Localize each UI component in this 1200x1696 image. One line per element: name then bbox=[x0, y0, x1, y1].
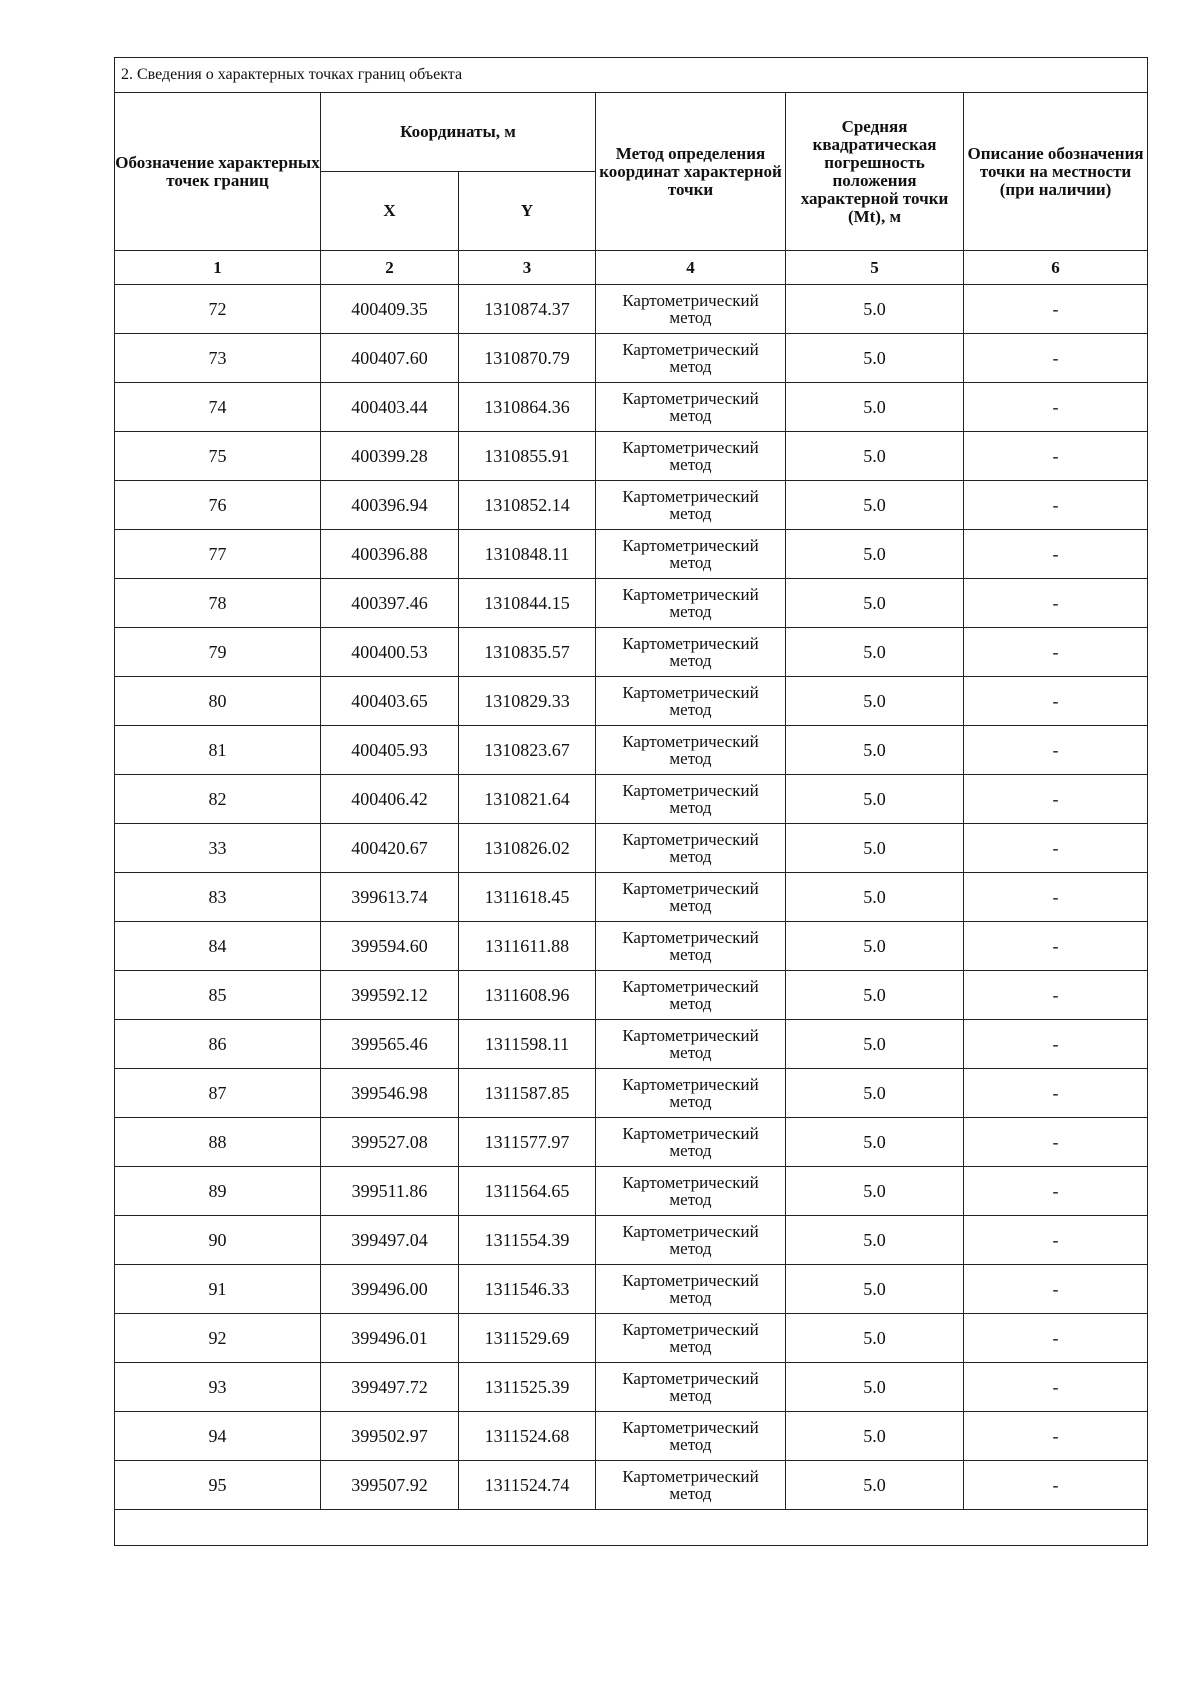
table-row bbox=[115, 1020, 1148, 1069]
method-text-line2: метод bbox=[669, 1386, 712, 1405]
coordinate-x: 400396.88 bbox=[321, 530, 459, 579]
description-value: - bbox=[964, 383, 1148, 432]
method-cell bbox=[596, 726, 786, 775]
table-row bbox=[115, 1314, 1148, 1363]
coordinate-x: 399502.97 bbox=[321, 1412, 459, 1461]
accuracy-value: 5.0 bbox=[786, 285, 964, 334]
method-text-line2: метод bbox=[669, 749, 712, 768]
point-number: 33 bbox=[115, 824, 321, 873]
section-title: 2. Сведения о характерных точках границ объекта bbox=[115, 58, 1148, 93]
description-value: - bbox=[964, 1265, 1148, 1314]
method-cell bbox=[596, 1461, 786, 1510]
accuracy-value: 5.0 bbox=[786, 628, 964, 677]
point-number: 85 bbox=[115, 971, 321, 1020]
method-text-line1: Картометрический bbox=[622, 732, 759, 751]
method-cell bbox=[596, 334, 786, 383]
point-number: 80 bbox=[115, 677, 321, 726]
coordinate-x: 399592.12 bbox=[321, 971, 459, 1020]
method-text-line1: Картометрический bbox=[622, 683, 759, 702]
method-text-line2: метод bbox=[669, 1190, 712, 1209]
table-row bbox=[115, 1363, 1148, 1412]
table-row bbox=[115, 1069, 1148, 1118]
method-text-line1: Картометрический bbox=[622, 291, 759, 310]
description-value: - bbox=[964, 726, 1148, 775]
accuracy-value: 5.0 bbox=[786, 1363, 964, 1412]
coordinate-y: 1311554.39 bbox=[459, 1216, 596, 1265]
coordinate-y: 1310864.36 bbox=[459, 383, 596, 432]
coordinate-y: 1311546.33 bbox=[459, 1265, 596, 1314]
method-text-line2: метод bbox=[669, 1435, 712, 1454]
accuracy-value: 5.0 bbox=[786, 1412, 964, 1461]
description-value: - bbox=[964, 1167, 1148, 1216]
point-number: 94 bbox=[115, 1412, 321, 1461]
table-row bbox=[115, 1216, 1148, 1265]
method-cell bbox=[596, 383, 786, 432]
description-value: - bbox=[964, 530, 1148, 579]
point-number: 92 bbox=[115, 1314, 321, 1363]
description-value: - bbox=[964, 285, 1148, 334]
table-row bbox=[115, 775, 1148, 824]
method-cell bbox=[596, 285, 786, 334]
description-value: - bbox=[964, 775, 1148, 824]
description-value: - bbox=[964, 1020, 1148, 1069]
accuracy-value: 5.0 bbox=[786, 873, 964, 922]
coordinate-x: 399507.92 bbox=[321, 1461, 459, 1510]
method-text-line1: Картометрический bbox=[622, 1271, 759, 1290]
table-row bbox=[115, 628, 1148, 677]
method-text-line2: метод bbox=[669, 1337, 712, 1356]
table-row bbox=[115, 824, 1148, 873]
coordinate-y: 1311608.96 bbox=[459, 971, 596, 1020]
coordinate-x: 399511.86 bbox=[321, 1167, 459, 1216]
description-value: - bbox=[964, 1461, 1148, 1510]
coordinate-x: 400397.46 bbox=[321, 579, 459, 628]
point-number: 72 bbox=[115, 285, 321, 334]
header-coordinates: Координаты, м bbox=[321, 93, 596, 172]
point-number: 73 bbox=[115, 334, 321, 383]
coordinate-x: 399613.74 bbox=[321, 873, 459, 922]
method-cell bbox=[596, 530, 786, 579]
coordinate-y: 1310848.11 bbox=[459, 530, 596, 579]
method-cell bbox=[596, 432, 786, 481]
description-value: - bbox=[964, 1314, 1148, 1363]
table-row bbox=[115, 1265, 1148, 1314]
method-text-line2: метод bbox=[669, 798, 712, 817]
description-value: - bbox=[964, 873, 1148, 922]
method-text-line2: метод bbox=[669, 357, 712, 376]
point-number: 93 bbox=[115, 1363, 321, 1412]
header-method: Метод определения координат характерной точки bbox=[596, 93, 786, 251]
point-number: 87 bbox=[115, 1069, 321, 1118]
method-text-line1: Картометрический bbox=[622, 487, 759, 506]
table-row bbox=[115, 971, 1148, 1020]
accuracy-value: 5.0 bbox=[786, 530, 964, 579]
method-text-line2: метод bbox=[669, 1484, 712, 1503]
method-cell bbox=[596, 971, 786, 1020]
coordinate-x: 400403.44 bbox=[321, 383, 459, 432]
description-value: - bbox=[964, 1118, 1148, 1167]
method-text-line1: Картометрический bbox=[622, 585, 759, 604]
coordinate-y: 1311524.74 bbox=[459, 1461, 596, 1510]
table-row bbox=[115, 1167, 1148, 1216]
method-text-line1: Картометрический bbox=[622, 1369, 759, 1388]
coordinate-y: 1310826.02 bbox=[459, 824, 596, 873]
coordinate-y: 1310823.67 bbox=[459, 726, 596, 775]
method-cell bbox=[596, 775, 786, 824]
coordinate-x: 400409.35 bbox=[321, 285, 459, 334]
method-text-line1: Картометрический bbox=[622, 438, 759, 457]
coordinate-x: 399496.01 bbox=[321, 1314, 459, 1363]
method-text-line2: метод bbox=[669, 455, 712, 474]
coordinate-x: 399546.98 bbox=[321, 1069, 459, 1118]
description-value: - bbox=[964, 432, 1148, 481]
method-text-line2: метод bbox=[669, 651, 712, 670]
table-row bbox=[115, 334, 1148, 383]
method-text-line1: Картометрический bbox=[622, 781, 759, 800]
accuracy-value: 5.0 bbox=[786, 1069, 964, 1118]
coordinate-x: 399497.72 bbox=[321, 1363, 459, 1412]
method-text-line1: Картометрический bbox=[622, 389, 759, 408]
table-row bbox=[115, 481, 1148, 530]
method-text-line2: метод bbox=[669, 308, 712, 327]
accuracy-value: 5.0 bbox=[786, 432, 964, 481]
coordinate-x: 400400.53 bbox=[321, 628, 459, 677]
coordinate-y: 1310874.37 bbox=[459, 285, 596, 334]
coordinate-y: 1311564.65 bbox=[459, 1167, 596, 1216]
point-number: 86 bbox=[115, 1020, 321, 1069]
coordinate-y: 1311577.97 bbox=[459, 1118, 596, 1167]
description-value: - bbox=[964, 824, 1148, 873]
coordinate-y: 1311587.85 bbox=[459, 1069, 596, 1118]
method-text-line2: метод bbox=[669, 1288, 712, 1307]
description-value: - bbox=[964, 677, 1148, 726]
table-row bbox=[115, 285, 1148, 334]
method-cell bbox=[596, 1363, 786, 1412]
accuracy-value: 5.0 bbox=[786, 1118, 964, 1167]
method-text-line2: метод bbox=[669, 1043, 712, 1062]
coordinate-x: 400407.60 bbox=[321, 334, 459, 383]
method-text-line1: Картометрический bbox=[622, 830, 759, 849]
table-row bbox=[115, 1412, 1148, 1461]
coordinate-y: 1310829.33 bbox=[459, 677, 596, 726]
method-text-line1: Картометрический bbox=[622, 1222, 759, 1241]
header-description: Описание обозначения точки на местности (при наличии) bbox=[964, 93, 1148, 251]
method-text-line1: Картометрический bbox=[622, 1467, 759, 1486]
coordinate-y: 1311524.68 bbox=[459, 1412, 596, 1461]
method-text-line1: Картометрический bbox=[622, 879, 759, 898]
point-number: 75 bbox=[115, 432, 321, 481]
column-number: 4 bbox=[596, 251, 786, 285]
method-cell bbox=[596, 1412, 786, 1461]
method-text-line2: метод bbox=[669, 553, 712, 572]
point-number: 77 bbox=[115, 530, 321, 579]
point-number: 81 bbox=[115, 726, 321, 775]
method-text-line2: метод bbox=[669, 896, 712, 915]
point-number: 88 bbox=[115, 1118, 321, 1167]
accuracy-value: 5.0 bbox=[786, 383, 964, 432]
accuracy-value: 5.0 bbox=[786, 971, 964, 1020]
point-number: 90 bbox=[115, 1216, 321, 1265]
column-number: 2 bbox=[321, 251, 459, 285]
table-body bbox=[115, 285, 1148, 1510]
description-value: - bbox=[964, 481, 1148, 530]
coordinate-x: 400399.28 bbox=[321, 432, 459, 481]
accuracy-value: 5.0 bbox=[786, 677, 964, 726]
table-row bbox=[115, 1118, 1148, 1167]
coordinate-y: 1310852.14 bbox=[459, 481, 596, 530]
method-text-line2: метод bbox=[669, 945, 712, 964]
accuracy-value: 5.0 bbox=[786, 1216, 964, 1265]
coordinate-y: 1311598.11 bbox=[459, 1020, 596, 1069]
method-text-line1: Картометрический bbox=[622, 536, 759, 555]
method-text-line2: метод bbox=[669, 847, 712, 866]
coordinate-y: 1310835.57 bbox=[459, 628, 596, 677]
method-text-line2: метод bbox=[669, 504, 712, 523]
accuracy-value: 5.0 bbox=[786, 1461, 964, 1510]
table-row bbox=[115, 383, 1148, 432]
point-number: 91 bbox=[115, 1265, 321, 1314]
method-cell bbox=[596, 824, 786, 873]
description-value: - bbox=[964, 579, 1148, 628]
accuracy-value: 5.0 bbox=[786, 824, 964, 873]
point-number: 84 bbox=[115, 922, 321, 971]
table-empty-footer-row bbox=[115, 1510, 1148, 1546]
column-number: 6 bbox=[964, 251, 1148, 285]
method-cell bbox=[596, 1167, 786, 1216]
coordinate-x: 400396.94 bbox=[321, 481, 459, 530]
coordinate-y: 1311525.39 bbox=[459, 1363, 596, 1412]
accuracy-value: 5.0 bbox=[786, 1265, 964, 1314]
table-row bbox=[115, 1461, 1148, 1510]
coordinate-x: 400406.42 bbox=[321, 775, 459, 824]
method-cell bbox=[596, 873, 786, 922]
accuracy-value: 5.0 bbox=[786, 334, 964, 383]
accuracy-value: 5.0 bbox=[786, 481, 964, 530]
description-value: - bbox=[964, 1412, 1148, 1461]
accuracy-value: 5.0 bbox=[786, 922, 964, 971]
table-row bbox=[115, 726, 1148, 775]
table-row bbox=[115, 922, 1148, 971]
method-text-line1: Картометрический bbox=[622, 1026, 759, 1045]
document-page bbox=[114, 57, 1147, 1546]
method-cell bbox=[596, 1020, 786, 1069]
method-cell bbox=[596, 481, 786, 530]
accuracy-value: 5.0 bbox=[786, 775, 964, 824]
method-text-line2: метод bbox=[669, 700, 712, 719]
method-text-line1: Картометрический bbox=[622, 977, 759, 996]
coordinate-x: 400403.65 bbox=[321, 677, 459, 726]
method-text-line2: метод bbox=[669, 1239, 712, 1258]
header-y: Y bbox=[459, 172, 596, 251]
point-number: 82 bbox=[115, 775, 321, 824]
method-text-line1: Картометрический bbox=[622, 1320, 759, 1339]
table-row bbox=[115, 677, 1148, 726]
method-text-line1: Картометрический bbox=[622, 928, 759, 947]
header-x: X bbox=[321, 172, 459, 251]
column-number: 5 bbox=[786, 251, 964, 285]
column-number: 3 bbox=[459, 251, 596, 285]
description-value: - bbox=[964, 1216, 1148, 1265]
accuracy-value: 5.0 bbox=[786, 726, 964, 775]
point-number: 89 bbox=[115, 1167, 321, 1216]
column-number: 1 bbox=[115, 251, 321, 285]
table-row bbox=[115, 530, 1148, 579]
method-cell bbox=[596, 1118, 786, 1167]
method-cell bbox=[596, 1265, 786, 1314]
coordinate-y: 1310870.79 bbox=[459, 334, 596, 383]
description-value: - bbox=[964, 1069, 1148, 1118]
boundary-points-table bbox=[114, 57, 1148, 1546]
method-cell bbox=[596, 1069, 786, 1118]
coordinate-y: 1310855.91 bbox=[459, 432, 596, 481]
point-number: 79 bbox=[115, 628, 321, 677]
method-text-line2: метод bbox=[669, 1092, 712, 1111]
coordinate-x: 400420.67 bbox=[321, 824, 459, 873]
table-row bbox=[115, 873, 1148, 922]
method-cell bbox=[596, 1314, 786, 1363]
method-text-line1: Картометрический bbox=[622, 1075, 759, 1094]
point-number: 78 bbox=[115, 579, 321, 628]
method-text-line2: метод bbox=[669, 1141, 712, 1160]
method-text-line1: Картометрический bbox=[622, 340, 759, 359]
table-row bbox=[115, 432, 1148, 481]
method-cell bbox=[596, 628, 786, 677]
point-number: 95 bbox=[115, 1461, 321, 1510]
table-row bbox=[115, 579, 1148, 628]
accuracy-value: 5.0 bbox=[786, 579, 964, 628]
method-text-line1: Картометрический bbox=[622, 1173, 759, 1192]
coordinate-x: 400405.93 bbox=[321, 726, 459, 775]
coordinate-y: 1311618.45 bbox=[459, 873, 596, 922]
description-value: - bbox=[964, 628, 1148, 677]
coordinate-x: 399565.46 bbox=[321, 1020, 459, 1069]
method-text-line2: метод bbox=[669, 994, 712, 1013]
method-text-line1: Картометрический bbox=[622, 1418, 759, 1437]
coordinate-x: 399497.04 bbox=[321, 1216, 459, 1265]
point-number: 83 bbox=[115, 873, 321, 922]
coordinate-y: 1310821.64 bbox=[459, 775, 596, 824]
coordinate-y: 1311529.69 bbox=[459, 1314, 596, 1363]
description-value: - bbox=[964, 1363, 1148, 1412]
coordinate-x: 399527.08 bbox=[321, 1118, 459, 1167]
method-cell bbox=[596, 677, 786, 726]
accuracy-value: 5.0 bbox=[786, 1167, 964, 1216]
empty-cell bbox=[115, 1510, 1148, 1546]
header-point-designation: Обозначение характерных точек границ bbox=[115, 93, 321, 251]
coordinate-y: 1310844.15 bbox=[459, 579, 596, 628]
header-accuracy: Средняя квадратическая погрешность положения характерной точки (Mt), м bbox=[786, 93, 964, 251]
method-cell bbox=[596, 1216, 786, 1265]
coordinate-y: 1311611.88 bbox=[459, 922, 596, 971]
method-cell bbox=[596, 579, 786, 628]
description-value: - bbox=[964, 922, 1148, 971]
method-text-line2: метод bbox=[669, 602, 712, 621]
accuracy-value: 5.0 bbox=[786, 1020, 964, 1069]
method-cell bbox=[596, 922, 786, 971]
description-value: - bbox=[964, 971, 1148, 1020]
point-number: 74 bbox=[115, 383, 321, 432]
accuracy-value: 5.0 bbox=[786, 1314, 964, 1363]
method-text-line2: метод bbox=[669, 406, 712, 425]
coordinate-x: 399594.60 bbox=[321, 922, 459, 971]
method-text-line1: Картометрический bbox=[622, 634, 759, 653]
point-number: 76 bbox=[115, 481, 321, 530]
method-text-line1: Картометрический bbox=[622, 1124, 759, 1143]
coordinate-x: 399496.00 bbox=[321, 1265, 459, 1314]
description-value: - bbox=[964, 334, 1148, 383]
